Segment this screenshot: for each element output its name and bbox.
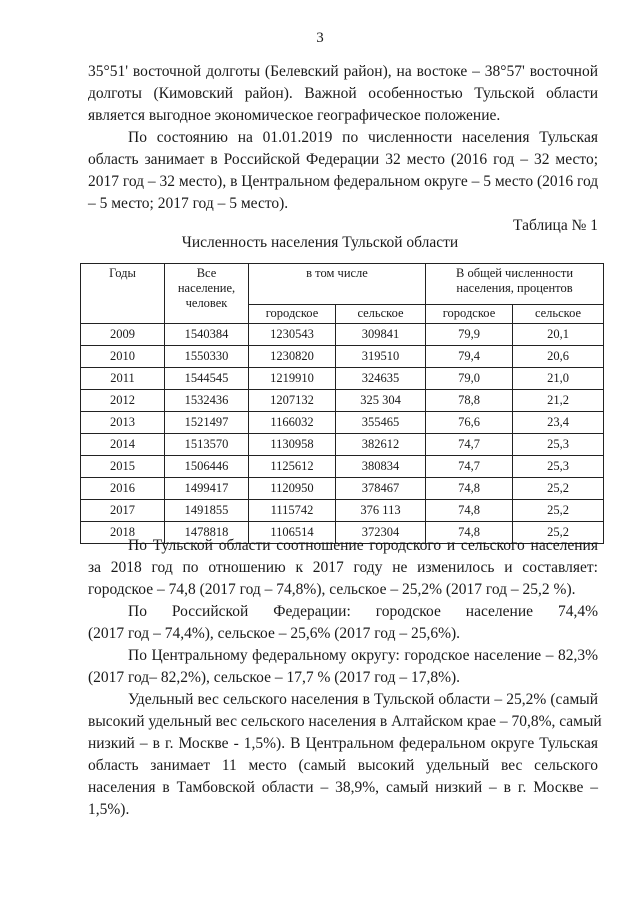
table-row — [81, 346, 604, 368]
cell-year: 2014 — [81, 434, 165, 456]
cell-total: 1478818 — [165, 522, 249, 544]
cell-total: 1550330 — [165, 346, 249, 368]
cell-urban-pct: 79,4 — [426, 346, 513, 368]
cell-urban-pct: 76,6 — [426, 412, 513, 434]
cell-rural-pct: 21,0 — [513, 368, 604, 390]
cell-urban: 1106514 — [249, 522, 336, 544]
cell-rural: 324635 — [336, 368, 426, 390]
header-rural: сельское — [336, 305, 426, 324]
cell-rural: 378467 — [336, 478, 426, 500]
cell-urban: 1219910 — [249, 368, 336, 390]
population-table — [80, 263, 604, 544]
cell-year: 2012 — [81, 390, 165, 412]
cell-urban: 1130958 — [249, 434, 336, 456]
cell-urban: 1115742 — [249, 500, 336, 522]
cell-urban-pct: 79,0 — [426, 368, 513, 390]
cell-urban: 1120950 — [249, 478, 336, 500]
text-line: Удельный вес сельского населения в Тульской области – 25,2% (самый — [128, 691, 598, 708]
header-urban-pct: городское — [426, 305, 513, 324]
cell-urban: 1166032 — [249, 412, 336, 434]
cell-rural-pct: 25,3 — [513, 456, 604, 478]
text-line: область занимает в Российской Федерации 32 место (2016 год – 32 место; — [88, 151, 598, 168]
cell-urban: 1230543 — [249, 324, 336, 346]
cell-urban: 1207132 — [249, 390, 336, 412]
cell-rural-pct: 20,1 — [513, 324, 604, 346]
table-row — [81, 478, 604, 500]
intro-text — [88, 61, 598, 215]
table-row — [81, 500, 604, 522]
text-line: По Тульской области соотношение городского и сельского населения — [128, 537, 598, 554]
table-row — [81, 324, 604, 346]
header-total-line: человек — [185, 296, 228, 310]
cell-urban-pct: 74,8 — [426, 500, 513, 522]
text-line: По Российской Федерации: городское население 74,4% — [128, 603, 598, 620]
cell-year: 2015 — [81, 456, 165, 478]
cell-total: 1540384 — [165, 324, 249, 346]
cell-rural-pct: 23,4 — [513, 412, 604, 434]
cell-total: 1532436 — [165, 390, 249, 412]
header-including: в том числе — [249, 264, 426, 305]
cell-rural-pct: 25,3 — [513, 434, 604, 456]
cell-urban-pct: 78,8 — [426, 390, 513, 412]
cell-rural: 382612 — [336, 434, 426, 456]
analysis-text — [88, 535, 602, 821]
cell-year: 2013 — [81, 412, 165, 434]
table-number-label: Таблица № 1 — [513, 217, 598, 234]
cell-urban: 1230820 — [249, 346, 336, 368]
table-row — [81, 368, 604, 390]
cell-urban: 1125612 — [249, 456, 336, 478]
text-line: за 2018 год по отношению к 2017 году не изменилось и составляет: — [88, 559, 598, 576]
table-row — [81, 434, 604, 456]
header-total — [165, 264, 249, 324]
cell-total: 1491855 — [165, 500, 249, 522]
header-total-line: население, — [177, 281, 236, 295]
text-line: населения в Тамбовской области – 38,9%, самый низкий – в г. Москве – — [88, 779, 598, 796]
text-line: долготы (Кимовский район). Важной особенностью Тульской области — [88, 85, 598, 102]
cell-rural: 372304 — [336, 522, 426, 544]
cell-year: 2010 — [81, 346, 165, 368]
cell-year: 2009 — [81, 324, 165, 346]
cell-rural-pct: 25,2 — [513, 522, 604, 544]
header-share — [426, 264, 604, 305]
header-share-line: населения, процентов — [456, 281, 573, 295]
cell-total: 1506446 — [165, 456, 249, 478]
table-row — [81, 390, 604, 412]
cell-total: 1521497 — [165, 412, 249, 434]
cell-rural-pct: 25,2 — [513, 478, 604, 500]
cell-year: 2011 — [81, 368, 165, 390]
cell-year: 2016 — [81, 478, 165, 500]
cell-total: 1513570 — [165, 434, 249, 456]
text-line: область занимает 11 место (самый высокий удельный вес сельского — [88, 757, 598, 774]
cell-rural: 355465 — [336, 412, 426, 434]
header-rural-pct: сельское — [513, 305, 604, 324]
text-line: – 5 место; 2017 год – 5 место). — [88, 195, 289, 212]
cell-urban-pct: 74,8 — [426, 478, 513, 500]
cell-rural: 376 113 — [336, 500, 426, 522]
cell-year: 2017 — [81, 500, 165, 522]
cell-rural: 325 304 — [336, 390, 426, 412]
text-line: По состоянию на 01.01.2019 по численности населения Тульская — [128, 129, 598, 146]
cell-urban-pct: 74,7 — [426, 434, 513, 456]
header-total-line: Все — [196, 266, 217, 280]
table-body — [81, 324, 604, 544]
cell-rural-pct: 21,2 — [513, 390, 604, 412]
text-line: городское – 74,8 (2017 год – 74,8%), сельское – 25,2% (2017 год – 25,2 %). — [88, 581, 576, 598]
text-line: 1,5%). — [88, 801, 130, 818]
cell-total: 1499417 — [165, 478, 249, 500]
header-years: Годы — [81, 264, 165, 324]
text-line: низкий – в г. Москве - 1,5%). В Центральном федеральном округе Тульская — [88, 735, 598, 752]
text-line: высокий удельный вес сельского населения в Алтайском крае – 70,8%, самый — [88, 713, 602, 730]
text-line: (2017 год– 82,2%), сельское – 17,7 % (2017 год – 17,8%). — [88, 669, 461, 686]
text-line: (2017 год – 74,4%), сельское – 25,6% (2017 год – 25,6%). — [88, 625, 461, 642]
table-title: Численность населения Тульской области — [181, 234, 459, 251]
text-line: По Центральному федеральному округу: городское население – 82,3% — [128, 647, 598, 664]
cell-rural: 309841 — [336, 324, 426, 346]
text-line: 2017 год – 32 место), в Центральном федеральном округе – 5 место (2016 год — [88, 173, 599, 190]
cell-urban-pct: 74,8 — [426, 522, 513, 544]
cell-rural: 380834 — [336, 456, 426, 478]
table-row — [81, 412, 604, 434]
cell-rural: 319510 — [336, 346, 426, 368]
cell-total: 1544545 — [165, 368, 249, 390]
table-row — [81, 456, 604, 478]
cell-rural-pct: 20,6 — [513, 346, 604, 368]
header-share-line: В общей численности — [456, 266, 574, 280]
page-number: 3 — [316, 30, 324, 46]
cell-rural-pct: 25,2 — [513, 500, 604, 522]
cell-urban-pct: 79,9 — [426, 324, 513, 346]
text-line: 35°51' восточной долготы (Белевский район), на востоке – 38°57' восточной — [88, 63, 598, 80]
header-urban: городское — [249, 305, 336, 324]
cell-year: 2018 — [81, 522, 165, 544]
text-line: является выгодное экономическое географическое положение. — [88, 107, 501, 124]
cell-urban-pct: 74,7 — [426, 456, 513, 478]
